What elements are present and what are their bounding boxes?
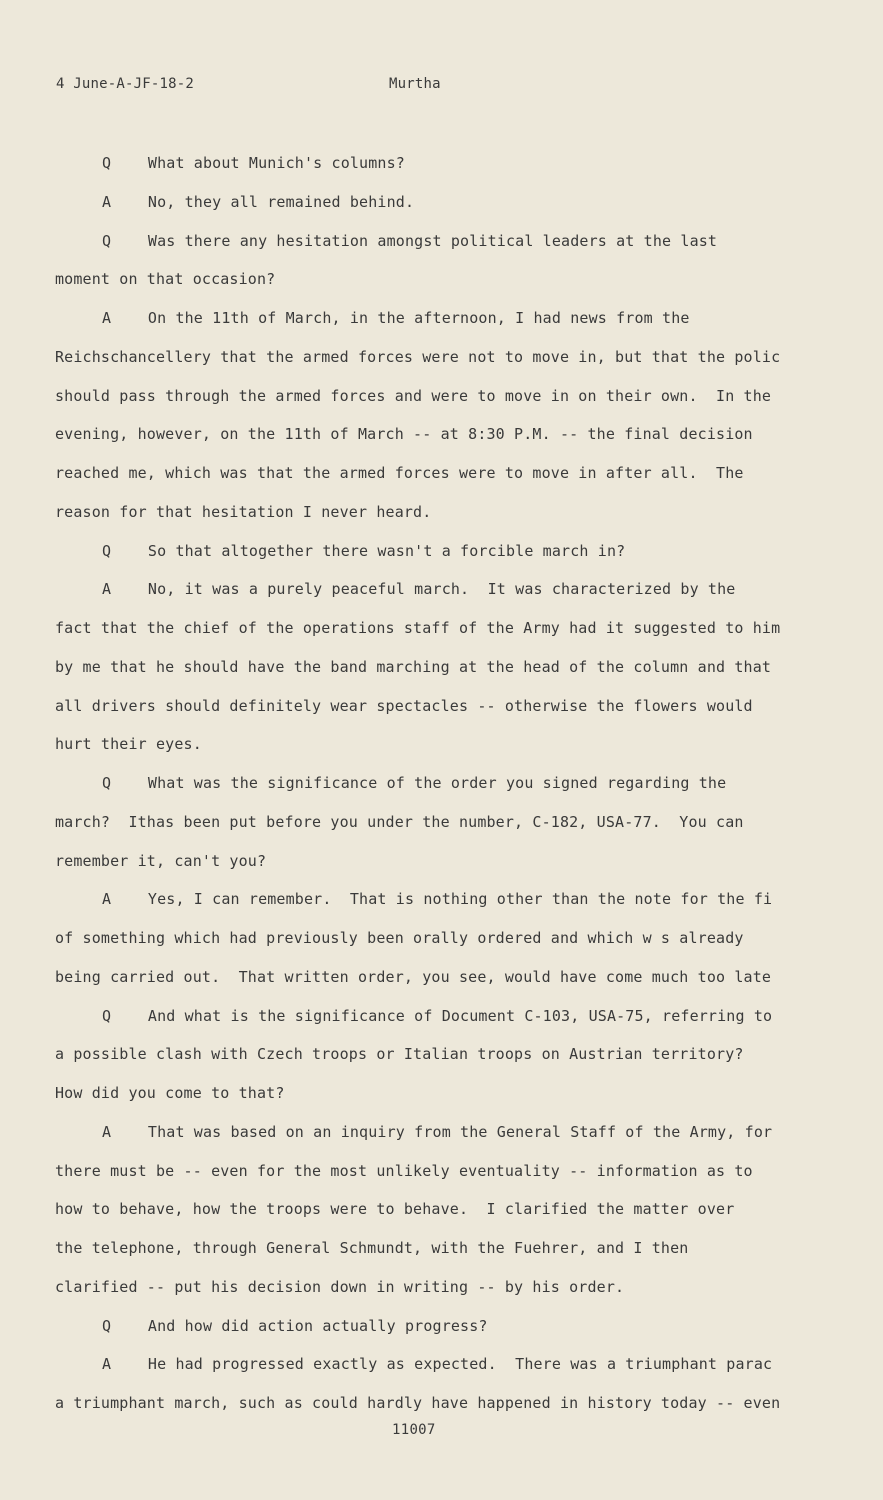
transcript-line: A He had progressed exactly as expected. There was a triumphant parac <box>102 1355 773 1373</box>
transcript-line: a possible clash with Czech troops or Italian troops on Austrian territory? <box>55 1045 744 1063</box>
transcript-line: evening, however, on the 11th of March -- at 8:30 P.M. -- the final decision <box>55 425 753 443</box>
transcript-line: Q So that altogether there wasn't a forcible march in? <box>102 542 626 560</box>
page-header <box>56 76 827 98</box>
transcript-line: Q What about Munich's columns? <box>102 154 405 172</box>
transcript-line: march? Ithas been put before you under the number, C-182, USA-77. You can <box>55 813 744 831</box>
transcript-line: clarified -- put his decision down in writing -- by his order. <box>55 1278 625 1296</box>
transcript-line: a triumphant march, such as could hardly have happened in history today -- even <box>55 1394 781 1412</box>
transcript-line: A On the 11th of March, in the afternoon, I had news from the <box>102 309 690 327</box>
transcript-line: the telephone, through General Schmundt, with the Fuehrer, and I then <box>55 1239 689 1257</box>
transcript-line: should pass through the armed forces and were to move in on their own. In the <box>55 387 772 405</box>
transcript-line: Reichschancellery that the armed forces were not to move in, but that the polic <box>55 348 781 366</box>
transcript-line: A That was based on an inquiry from the General Staff of the Army, for <box>102 1123 773 1141</box>
transcript-line: A Yes, I can remember. That is nothing other than the note for the fi <box>102 890 773 908</box>
transcript-line: How did you come to that? <box>55 1084 285 1102</box>
transcript-line: A No, it was a purely peaceful march. It was characterized by the <box>102 580 736 598</box>
transcript-line: fact that the chief of the operations staff of the Army had it suggested to him <box>55 619 781 637</box>
transcript-line: there must be -- even for the most unlikely eventuality -- information as to <box>55 1162 753 1180</box>
transcript-line: by me that he should have the band marching at the head of the column and that <box>55 658 772 676</box>
transcript-line: reached me, which was that the armed forces were to move in after all. The <box>55 464 744 482</box>
page-number: 11007 <box>392 1422 436 1438</box>
transcript-line: moment on that occasion? <box>55 270 276 288</box>
transcript-line: reason for that hesitation I never heard. <box>55 503 432 521</box>
transcript-line: Q And what is the significance of Document C-103, USA-75, referring to <box>102 1007 773 1025</box>
transcript-line: Q What was the significance of the order you signed regarding the <box>102 774 727 792</box>
transcript-line: all drivers should definitely wear spectacles -- otherwise the flowers would <box>55 697 753 715</box>
document-reference: 4 June-A-JF-18-2 <box>56 76 195 92</box>
transcript-line: hurt their eyes. <box>55 735 202 753</box>
transcript-line: Q And how did action actually progress? <box>102 1317 488 1335</box>
transcript-line: A No, they all remained behind. <box>102 193 415 211</box>
transcript-line: being carried out. That written order, you see, would have come much too late <box>55 968 772 986</box>
transcript-line: remember it, can't you? <box>55 852 267 870</box>
transcript-line: Q Was there any hesitation amongst political leaders at the last <box>102 232 718 250</box>
transcript-line: how to behave, how the troops were to behave. I clarified the matter over <box>55 1200 735 1218</box>
transcript-line: of something which had previously been orally ordered and which w s already <box>55 929 744 947</box>
witness-name: Murtha <box>389 76 441 92</box>
